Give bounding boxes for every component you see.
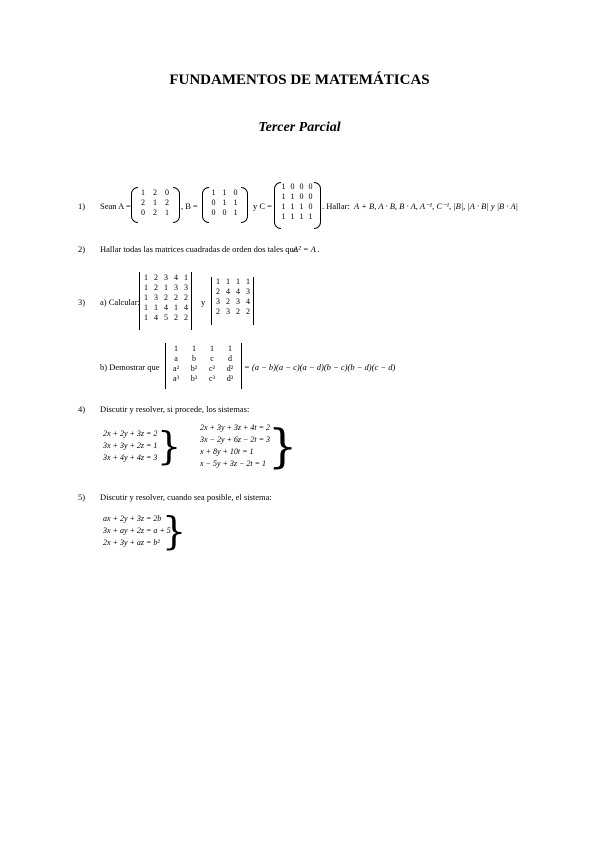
problem-5-text: Discutir y resolver, cuando sea posible, el sistema:: [100, 492, 272, 502]
determinant-1-cell: 4: [164, 303, 168, 312]
matrix-a-cell: 1: [165, 208, 169, 217]
determinant-2-cell: 2: [226, 297, 230, 306]
determinant-1-cell: 2: [174, 293, 178, 302]
determinant-2-cell: 1: [246, 277, 250, 286]
system-4a-eq-2: 3x + 3y + 2z = 1: [103, 441, 158, 450]
determinant-1-cell: 1: [144, 303, 148, 312]
determinant-1-cell: 1: [144, 293, 148, 302]
vandermonde-cell: a: [174, 354, 178, 363]
matrix-c: [279, 182, 315, 222]
matrix-a-cell: 2: [153, 188, 157, 197]
determinant-1-cell: 1: [144, 283, 148, 292]
determinant-1-cell: 1: [164, 283, 168, 292]
determinant-2-cell: 4: [246, 297, 250, 306]
determinant-2-cell: 3: [236, 297, 240, 306]
problem-2-formula: A² = A .: [293, 244, 320, 254]
problem-3b-rhs: = (a − b)(a − c)(a − d)(b − c)(b − d)(c − d): [244, 362, 396, 372]
vandermonde-cell: 1: [210, 344, 214, 353]
matrix-c-cell: 0: [308, 202, 313, 211]
matrix-c-cell: 0: [299, 182, 304, 191]
problem-1-sean: Sean A =: [100, 201, 131, 211]
vandermonde-cell: c: [210, 354, 214, 363]
system-5-eq-2: 3x + ay + 2z = a + 5: [103, 526, 171, 535]
system-5: [103, 513, 171, 549]
system-4a-eq-1: 2x + 2y + 3z = 2: [103, 429, 158, 438]
determinant-1: [141, 273, 191, 323]
det-vandermonde-left-bar: [165, 343, 166, 389]
matrix-b-cell: 0: [211, 208, 216, 217]
matrix-c-cell: 0: [308, 192, 313, 201]
determinant-2-cell: 2: [236, 307, 240, 316]
vandermonde-cell: b²: [190, 364, 198, 373]
matrix-a-cell: 0: [165, 188, 169, 197]
system-4b-brace: }: [268, 419, 298, 473]
determinant-2-cell: 3: [226, 307, 230, 316]
matrix-a-cell: 0: [141, 208, 145, 217]
matrix-b-cell: 1: [233, 208, 238, 217]
determinant-1-cell: 3: [174, 283, 178, 292]
page-subtitle: Tercer Parcial: [258, 120, 341, 135]
determinant-1-cell: 2: [184, 313, 188, 322]
vandermonde-cell: 1: [192, 344, 196, 353]
vandermonde-determinant: [167, 344, 239, 384]
matrix-c-cell: 1: [290, 212, 295, 221]
system-5-eq-1: ax + 2y + 3z = 2b: [103, 514, 162, 523]
matrix-c-cell: 1: [281, 212, 286, 221]
system-5-brace: }: [162, 509, 187, 553]
determinant-1-cell: 1: [174, 303, 178, 312]
matrix-a-right-paren: [173, 187, 180, 223]
matrix-a-cell: 1: [141, 188, 145, 197]
matrix-c-cell: 1: [281, 202, 286, 211]
determinant-1-cell: 3: [184, 283, 188, 292]
problem-2-text: Hallar todas las matrices cuadradas de orden dos tales que: [100, 244, 298, 254]
matrix-b-cell: 1: [211, 188, 216, 197]
problem-3b-label: b) Demostrar que: [100, 362, 160, 372]
system-5-eq-3: 2x + 3y + az = b²: [103, 538, 160, 547]
problem-3a-label: a) Calcular:: [100, 297, 140, 307]
determinant-1-cell: 4: [174, 273, 178, 282]
determinant-1-cell: 3: [164, 273, 168, 282]
problem-1-number: 1): [78, 201, 86, 211]
problem-1-items: A + B, A · B, B · A, A⁻¹, C⁻¹, |B|, |A · B| y |B · A|: [354, 201, 518, 211]
vandermonde-cell: d²: [226, 364, 234, 373]
determinant-1-cell: 2: [154, 273, 158, 282]
determinant-2-cell: 1: [236, 277, 240, 286]
det1-right-bar: [191, 272, 192, 330]
vandermonde-cell: c²: [209, 364, 215, 373]
determinant-2: [213, 277, 253, 317]
matrix-c-cell: 1: [281, 182, 286, 191]
matrix-a-cell: 1: [153, 198, 157, 207]
matrix-c-cell: 1: [308, 212, 313, 221]
system-4b-eq-2: 3x − 2y + 6z − 2t = 3: [200, 435, 271, 444]
determinant-1-cell: 1: [154, 303, 158, 312]
matrix-c-cell: 1: [290, 192, 295, 201]
determinant-1-cell: 4: [154, 313, 158, 322]
matrix-c-cell: 1: [290, 202, 295, 211]
matrix-b-cell: 0: [222, 208, 227, 217]
matrix-c-cell: 0: [308, 182, 313, 191]
determinant-1-cell: 5: [164, 313, 168, 322]
problem-3-number: 3): [78, 297, 86, 307]
problem-4-text: Discutir y resolver, si procede, los sistemas:: [100, 404, 250, 414]
matrix-c-right-paren: [314, 182, 321, 229]
vandermonde-cell: b: [192, 354, 196, 363]
problem-5-number: 5): [78, 492, 86, 502]
system-4a-brace: }: [157, 424, 182, 468]
determinant-1-cell: 2: [164, 293, 168, 302]
system-4b: [200, 422, 270, 470]
system-4a: [103, 428, 157, 464]
matrix-a-cell: 2: [165, 198, 169, 207]
determinant-2-cell: 2: [246, 307, 250, 316]
matrix-c-cell: 1: [299, 202, 304, 211]
determinant-1-cell: 4: [184, 303, 188, 312]
system-4a-eq-3: 3x + 4y + 4z = 3: [103, 453, 158, 462]
determinant-2-cell: 1: [216, 277, 220, 286]
vandermonde-cell: a²: [173, 364, 179, 373]
determinant-1-cell: 2: [184, 293, 188, 302]
determinant-1-cell: 2: [174, 313, 178, 322]
problem-1-hallar: . Hallar:: [322, 201, 350, 211]
system-4b-eq-1: 2x + 3y + 3z + 4t = 2: [200, 423, 271, 432]
determinant-2-cell: 3: [216, 297, 220, 306]
problem-4-number: 4): [78, 404, 86, 414]
system-4b-eq-4: x − 5y + 3z − 2t = 1: [200, 459, 267, 468]
vandermonde-cell: 1: [228, 344, 232, 353]
det-vandermonde-right-bar: [241, 343, 242, 389]
vandermonde-cell: d: [228, 354, 232, 363]
vandermonde-cell: c³: [209, 374, 215, 383]
system-4b-eq-3: x + 8y + 10t = 1: [200, 447, 254, 456]
determinant-1-cell: 1: [184, 273, 188, 282]
matrix-c-cell: 0: [299, 192, 304, 201]
determinant-2-cell: 1: [226, 277, 230, 286]
det2-right-bar: [253, 277, 254, 325]
matrix-a: [137, 188, 173, 218]
vandermonde-cell: a³: [173, 374, 179, 383]
page-title: FUNDAMENTOS DE MATEMÁTICAS: [169, 72, 430, 88]
determinant-2-cell: 3: [246, 287, 250, 296]
determinant-1-cell: 1: [144, 273, 148, 282]
determinant-2-cell: 4: [226, 287, 230, 296]
vandermonde-cell: 1: [174, 344, 178, 353]
matrix-c-cell: 0: [290, 182, 295, 191]
determinant-2-cell: 2: [216, 287, 220, 296]
matrix-c-cell: 1: [299, 212, 304, 221]
determinant-1-cell: 3: [154, 293, 158, 302]
matrix-b-cell: 0: [233, 188, 238, 197]
matrix-b-cell: 1: [233, 198, 238, 207]
vandermonde-cell: b³: [190, 374, 198, 383]
vandermonde-cell: d³: [226, 374, 234, 383]
determinant-1-cell: 1: [144, 313, 148, 322]
det2-left-bar: [211, 277, 212, 325]
determinant-2-cell: 4: [236, 287, 240, 296]
determinant-1-cell: 2: [154, 283, 158, 292]
det1-left-bar: [139, 272, 140, 330]
problem-2-number: 2): [78, 244, 86, 254]
problem-1-y-c: y C =: [253, 201, 272, 211]
matrix-b-right-paren: [241, 187, 248, 223]
matrix-b-cell: 0: [211, 198, 216, 207]
matrix-a-cell: 2: [153, 208, 157, 217]
problem-3-y: y: [201, 297, 206, 307]
matrix-c-cell: 1: [281, 192, 286, 201]
matrix-b-cell: 1: [222, 198, 227, 207]
matrix-b-cell: 1: [222, 188, 227, 197]
matrix-a-cell: 2: [141, 198, 145, 207]
matrix-b: [208, 188, 241, 218]
problem-1-comma-b: , B =: [181, 201, 198, 211]
determinant-2-cell: 2: [216, 307, 220, 316]
